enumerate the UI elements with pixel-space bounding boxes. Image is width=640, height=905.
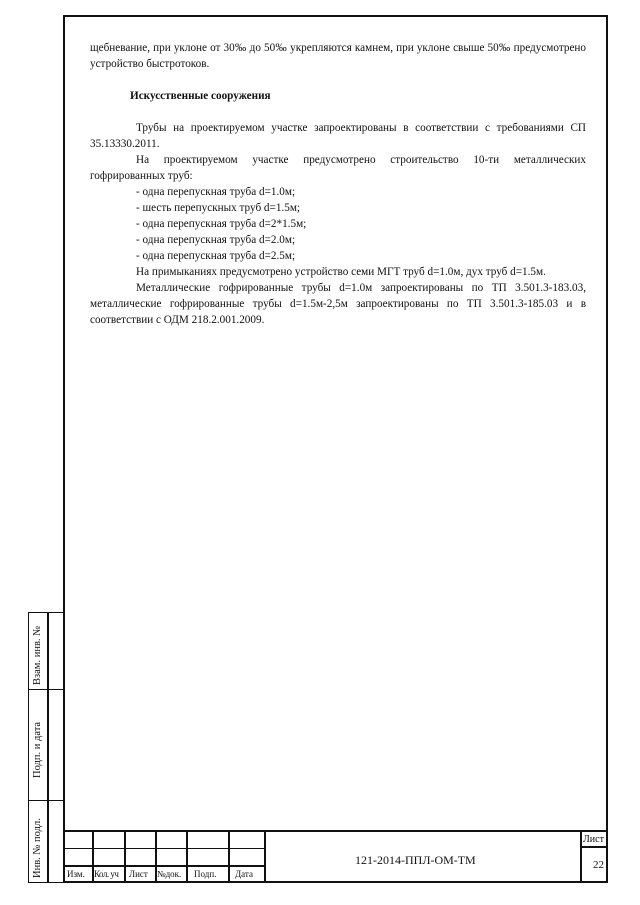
stamp-label-izm: Изм. — [67, 869, 85, 879]
list-item: - одна перепускная труба d=2.0м; — [136, 234, 296, 246]
sheet-number: 22 — [593, 859, 604, 871]
paragraph-1: щебневание, при уклоне от 30‰ до 50‰ укрепляются камнем, при уклоне свыше 50‰ предусмотрено устройство быстротоков. — [90, 42, 586, 70]
stamp-label-list: Лист — [129, 869, 148, 879]
list-item: - одна перепускная труба d=2.5м; — [136, 250, 296, 262]
paragraph-4: На примыканиях предусмотрено устройство семи МГТ труб d=1.0м, дух труб d=1.5м. — [136, 266, 546, 278]
stamp-col-line — [228, 830, 230, 883]
paragraph-3: На проектируемом участке предусмотрено строительство 10-ти металлических гофрированных труб: — [90, 154, 586, 182]
paragraph-5: Металлические гофрированные трубы d=1.0м запроектированы по ТП 3.501.3-183.03, металлические гофрированные трубы d=1.5м-2,5м запроектированы по ТП 3.501.3-185.03 и в соответствии с ОДМ 218.2.001.2009. — [90, 282, 586, 326]
stamp-col-line — [264, 830, 266, 883]
sheet-label: Лист — [583, 834, 604, 845]
list-item: - шесть перепускных труб d=1.5м; — [136, 202, 301, 214]
stamp-label-podp: Подп. — [194, 869, 217, 879]
stamp-label-data: Дата — [235, 869, 253, 879]
stamp-col-line — [580, 830, 582, 883]
stamp-sheet-line — [580, 846, 608, 848]
side-label-inv: Инв. № подл. — [32, 818, 43, 878]
side-label-vzam: Взам. инв. № — [32, 625, 43, 685]
list-item: - одна перепускная труба d=1.0м; — [136, 186, 296, 198]
side-label-podp: Подп. и дата — [32, 721, 43, 778]
section-heading: Искусственные сооружения — [130, 90, 271, 102]
document-body — [90, 40, 586, 328]
paragraph-2: Трубы на проектируемом участке запроектированы в соответствии с требованиями СП 35.13330.2011. — [90, 122, 586, 150]
document-code: 121-2014-ППЛ-ОМ-ТМ — [355, 853, 476, 867]
stamp-label-kol: Кол. уч — [94, 869, 119, 879]
stamp-label-ndok: №док. — [157, 869, 182, 879]
stamp-col-line — [124, 830, 126, 883]
stamp-top-line — [63, 830, 608, 832]
list-item: - одна перепускная труба d=2*1.5м; — [136, 218, 307, 230]
stamp-col-line — [186, 830, 188, 883]
